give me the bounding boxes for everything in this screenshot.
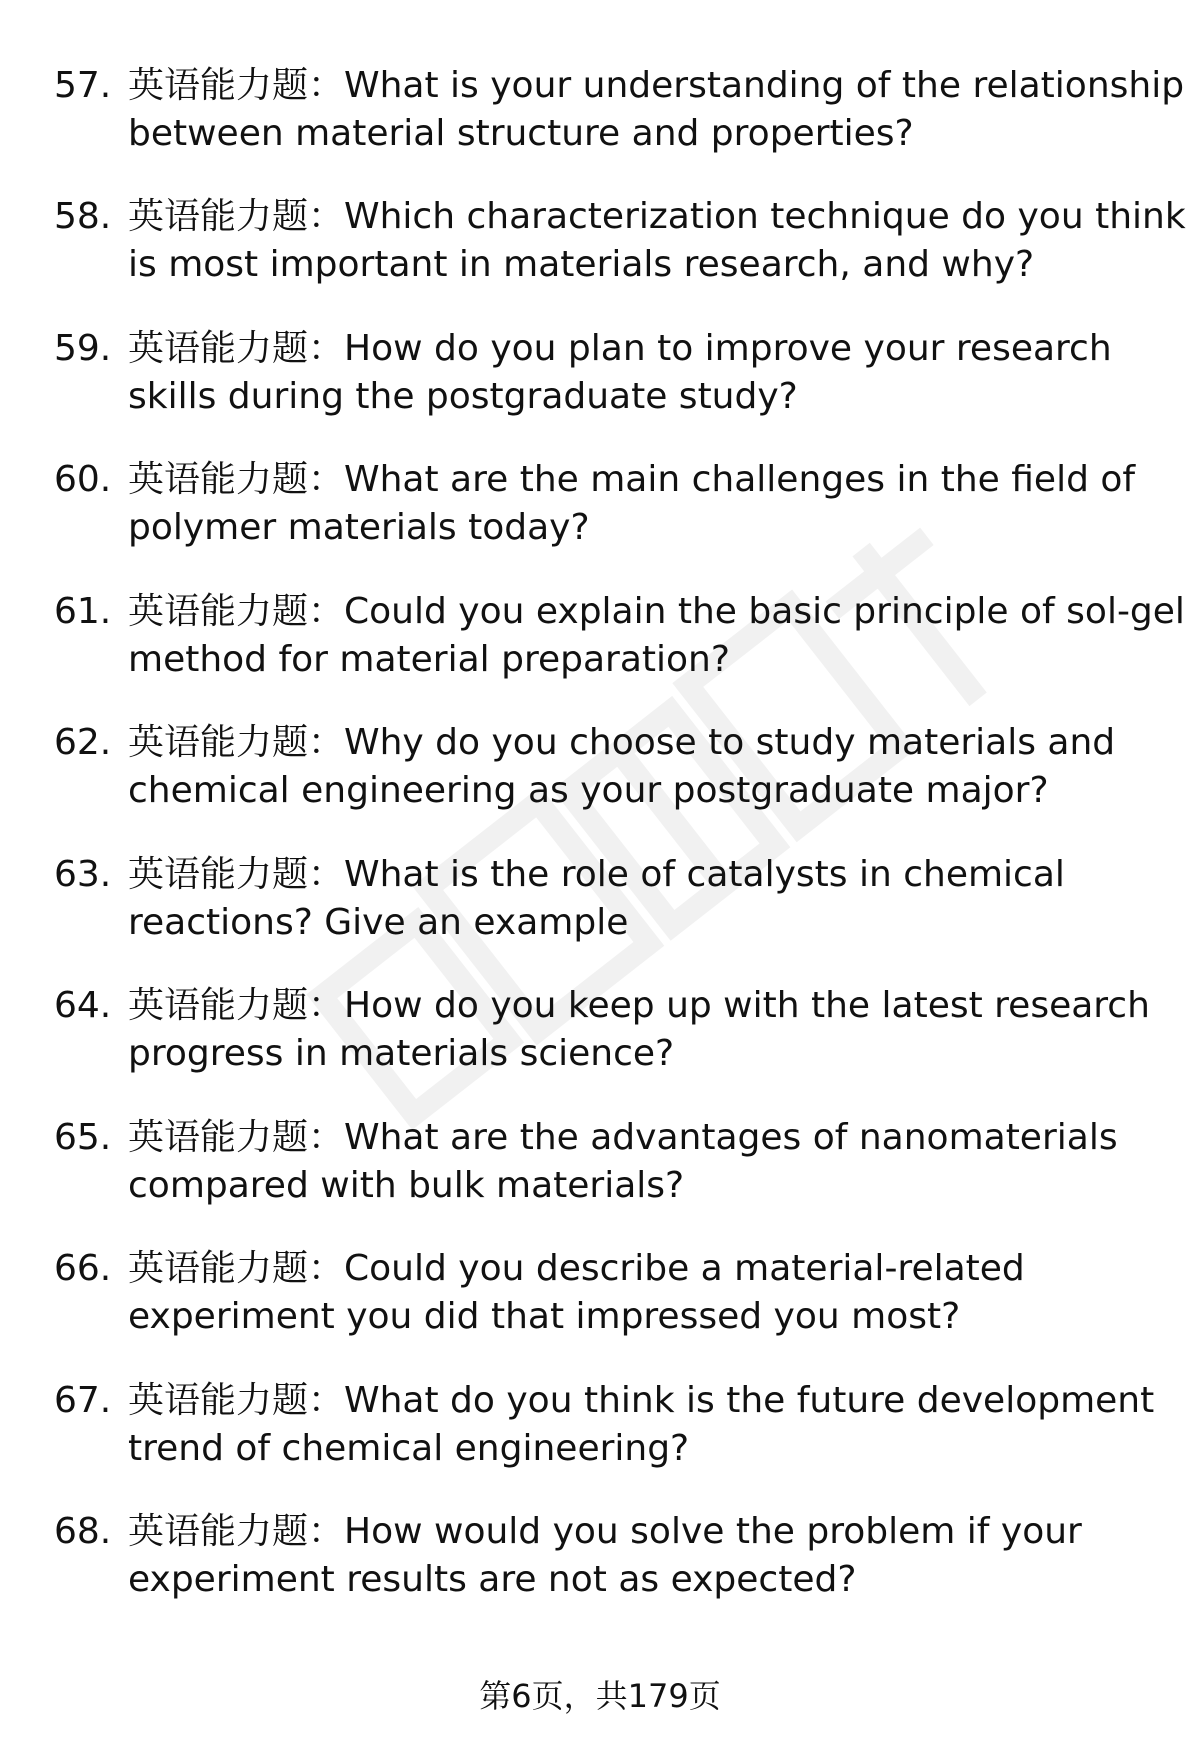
question-item: [0, 719, 1200, 829]
question-text-line: What do you think is the future development: [344, 1380, 1155, 1421]
question-text-line: trend of chemical engineering?: [128, 1428, 690, 1469]
question-text-line: chemical engineering as your postgraduate major?: [128, 770, 1049, 811]
question-number: 68.: [54, 1511, 112, 1552]
question-body: [128, 456, 1168, 552]
question-body: [128, 719, 1168, 815]
question-body: [128, 325, 1168, 421]
question-text-line: Could you explain the basic principle of sol-gel: [344, 591, 1185, 632]
page-number-footer: 第6页，共179页: [479, 1677, 721, 1715]
question-body: [128, 851, 1168, 947]
question-category: 英语能力题：: [128, 1511, 345, 1552]
question-text-line: What is the role of catalysts in chemical: [344, 854, 1065, 895]
question-category: 英语能力题：: [128, 722, 345, 763]
question-number: 67.: [54, 1380, 112, 1421]
question-text-line: skills during the postgraduate study?: [128, 376, 798, 417]
question-item: [0, 1377, 1200, 1487]
question-text-line: What are the main challenges in the field of: [344, 459, 1136, 500]
question-body: [128, 193, 1186, 289]
question-category: 英语能力题：: [128, 459, 345, 500]
question-text-line: How do you keep up with the latest research: [344, 985, 1150, 1026]
question-text-line: between material structure and properties?: [128, 113, 914, 154]
question-text-line: Which characterization technique do you think: [344, 196, 1186, 237]
question-item: [0, 982, 1200, 1092]
question-item: [0, 851, 1200, 961]
question-body: [128, 1114, 1168, 1210]
question-number: 59.: [54, 328, 112, 369]
question-text-line: What is your understanding of the relationship: [344, 65, 1185, 106]
question-number: 57.: [54, 65, 112, 106]
question-category: 英语能力题：: [128, 1380, 345, 1421]
question-number: 61.: [54, 591, 112, 632]
question-number: 58.: [54, 196, 112, 237]
question-body: [128, 1508, 1168, 1604]
question-text-line: is most important in materials research, and why?: [128, 244, 1035, 285]
question-category: 英语能力题：: [128, 196, 345, 237]
question-text-line: How do you plan to improve your research: [344, 328, 1112, 369]
question-body: [128, 1377, 1168, 1473]
question-item: [0, 456, 1200, 566]
question-category: 英语能力题：: [128, 591, 345, 632]
question-text-line: reactions? Give an example: [128, 902, 629, 943]
question-number: 64.: [54, 985, 112, 1026]
question-number: 65.: [54, 1117, 112, 1158]
question-category: 英语能力题：: [128, 65, 345, 106]
question-body: [128, 588, 1185, 684]
question-text-line: progress in materials science?: [128, 1033, 675, 1074]
question-item: [0, 588, 1200, 698]
question-item: [0, 193, 1200, 303]
question-number: 60.: [54, 459, 112, 500]
question-item: [0, 325, 1200, 435]
question-category: 英语能力题：: [128, 1248, 345, 1289]
question-item: [0, 62, 1200, 172]
question-body: [128, 1245, 1168, 1341]
question-text-line: method for material preparation?: [128, 639, 730, 680]
question-text-line: What are the advantages of nanomaterials: [344, 1117, 1118, 1158]
question-text-line: experiment you did that impressed you most?: [128, 1296, 961, 1337]
question-body: [128, 982, 1168, 1078]
question-text-line: How would you solve the problem if your: [344, 1511, 1082, 1552]
question-text-line: Could you describe a material-related: [344, 1248, 1025, 1289]
question-number: 63.: [54, 854, 112, 895]
question-text-line: Why do you choose to study materials and: [344, 722, 1116, 763]
question-text-line: polymer materials today?: [128, 507, 590, 548]
question-number: 62.: [54, 722, 112, 763]
question-category: 英语能力题：: [128, 854, 345, 895]
question-body: [128, 62, 1185, 158]
question-item: [0, 1508, 1200, 1618]
question-text-line: experiment results are not as expected?: [128, 1559, 857, 1600]
question-number: 66.: [54, 1248, 112, 1289]
question-item: [0, 1114, 1200, 1224]
question-category: 英语能力题：: [128, 328, 345, 369]
question-category: 英语能力题：: [128, 1117, 345, 1158]
question-text-line: compared with bulk materials?: [128, 1165, 685, 1206]
question-category: 英语能力题：: [128, 985, 345, 1026]
question-item: [0, 1245, 1200, 1355]
